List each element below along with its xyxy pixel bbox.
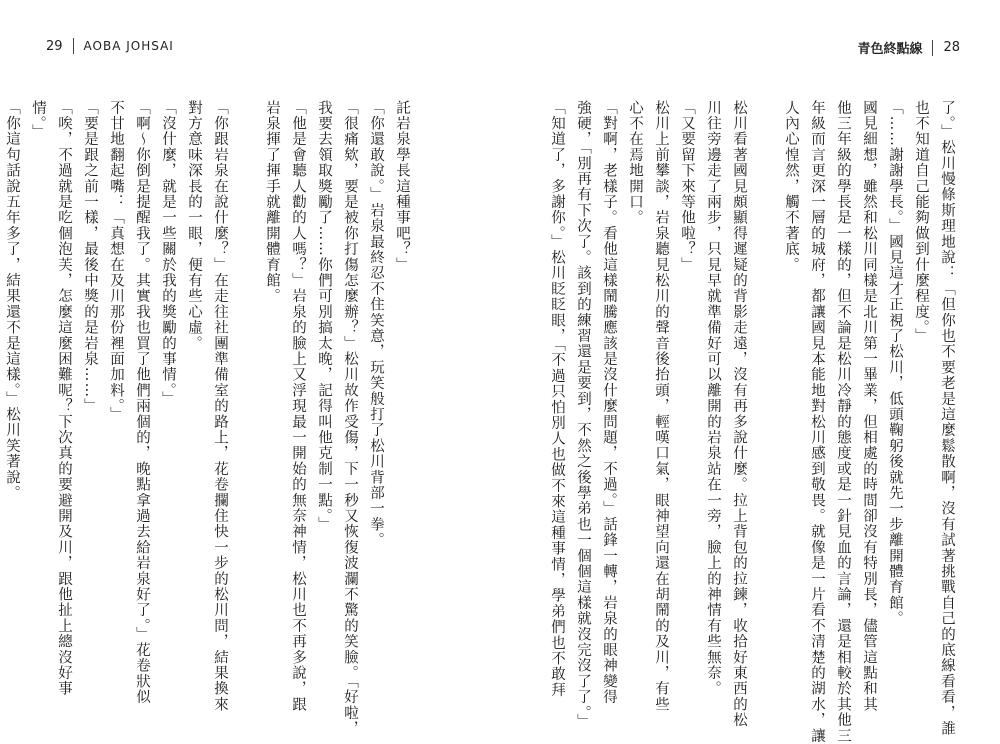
text-line [752,100,778,660]
text-line: 「你這句話說五年多了，結果還不是這樣。」松川笑著說。 [4,100,20,501]
text-line: 川往旁邊走了兩步，只見早就準備好可以離開的岩泉站在一旁，臉上的神情有些無奈。 [705,100,721,697]
text-line: 岩泉揮了揮手就離開體育館。 [264,100,280,305]
text-line: 「知道了，多謝你。」松川眨眨眼，「不過只怕別人也做不來這種事情，學弟們也不敢拜 [549,100,565,698]
text-line: 國見細想，雖然和松川同樣是北川第一畢業，但相處的時間卻沒有特別長，儘管這點和其 [861,100,877,713]
text-line: 「又要留下來等他啦？」 [679,100,695,273]
text-line: 松川看著國見頗顯得遲疑的背影走遠，沒有再多說什麼。拉上背包的拉鍊，收拾好東西的松 [731,100,747,728]
running-header-title: 青色終點線 [857,42,923,57]
text-line: 不甘地翻起嘴：「真想在及川那份裡面加料。」 [108,100,124,423]
left-page-number: 29 [46,38,63,54]
text-line: 「啊～你倒是提醒我了。其實我也買了他們兩個的，晚點拿過去給岩泉好了。」花卷狀似 [134,100,150,706]
text-line: 情。」 [30,100,46,140]
text-line: 松川上前攀談，岩泉聽見松川的聲音後抬頭，輕嘆口氣，眼神望向還在胡鬧的及川，有些 [653,100,669,713]
text-line: 對方意味深長的一眼，便有些心虛。 [186,100,202,352]
text-line: 心不在焉地開口。 [627,100,643,226]
left-page-header [46,38,174,54]
text-line: 「要是跟之前一樣，最後中獎的是岩泉……」 [82,100,98,414]
left-page [0,0,500,737]
text-line: 「唉，不過就是吃個泡芙，怎麼這麼困難呢？下次真的要避開及川，跟他扯上總沒好事 [56,100,72,697]
text-line: 「你還敢說。」岩泉最終忍不住笑意，玩笑般打了松川背部一拳。 [368,100,384,549]
text-line: 「沒什麼，就是一些關於我的獎勵的事情。」 [160,100,176,407]
text-line: 「……謝謝學長。」國見這才正視了松川，低頭鞠躬後就先一步離開體育館。 [887,100,903,627]
left-page-body [0,100,415,737]
text-line: 託岩泉學長這種事吧？」 [394,100,410,273]
text-line: 也不知道自己能夠做到什麼程度。」 [913,100,929,344]
text-line: 我要去領取獎勵了……你們可別搞太晚，記得叫他克制一點。」 [316,100,332,533]
running-header-series: AOBA JOHSAI [83,39,174,53]
text-line: 年級而言更深一層的城府，都讓國見本能地對松川感到敬畏。就像是一片看不清楚的湖水，讓 [809,100,825,744]
header-divider [73,38,74,54]
right-page-number: 28 [943,40,960,55]
text-line: 「對啊，老樣子。看他這樣鬧騰應該是沒什麼問題，不過。」話鋒一轉，岩泉的眼神變得 [601,100,617,706]
right-page [500,0,1000,744]
text-line: 了。」松川慢條斯理地說：「但你也不要老是這麼鬆散啊，沒有試著挑戰自己的底線看看，誰 [939,100,955,737]
right-page-body [544,100,960,744]
text-line: 他三年級的學長是一樣的，但不論是松川冷靜的態度或是一針見血的言論，還是相較於其他三 [835,100,851,744]
text-line: 「很痛欸，要是被你打傷怎麼辦？」松川故作受傷，下一秒又恢復波瀾不驚的笑臉。「好啦， [342,100,358,737]
header-divider [932,40,933,56]
text-line [233,100,259,660]
text-line: 「他是會聽人勸的人嗎？」岩泉的臉上又浮現最一開始的無奈神情，松川也不再多說，跟 [290,100,306,713]
right-page-header [857,38,960,57]
text-line: 「你跟岩泉在說什麼？」在走往社團準備室的路上，花卷攔住快一步的松川問，結果換來 [212,100,228,713]
text-line: 強硬，「別再有下次了。該到的練習還是要到，不然之後學弟也一個個這樣就沒完沒了了。」 [575,100,591,730]
text-line: 人內心惶然，觸不著底。 [783,100,799,273]
